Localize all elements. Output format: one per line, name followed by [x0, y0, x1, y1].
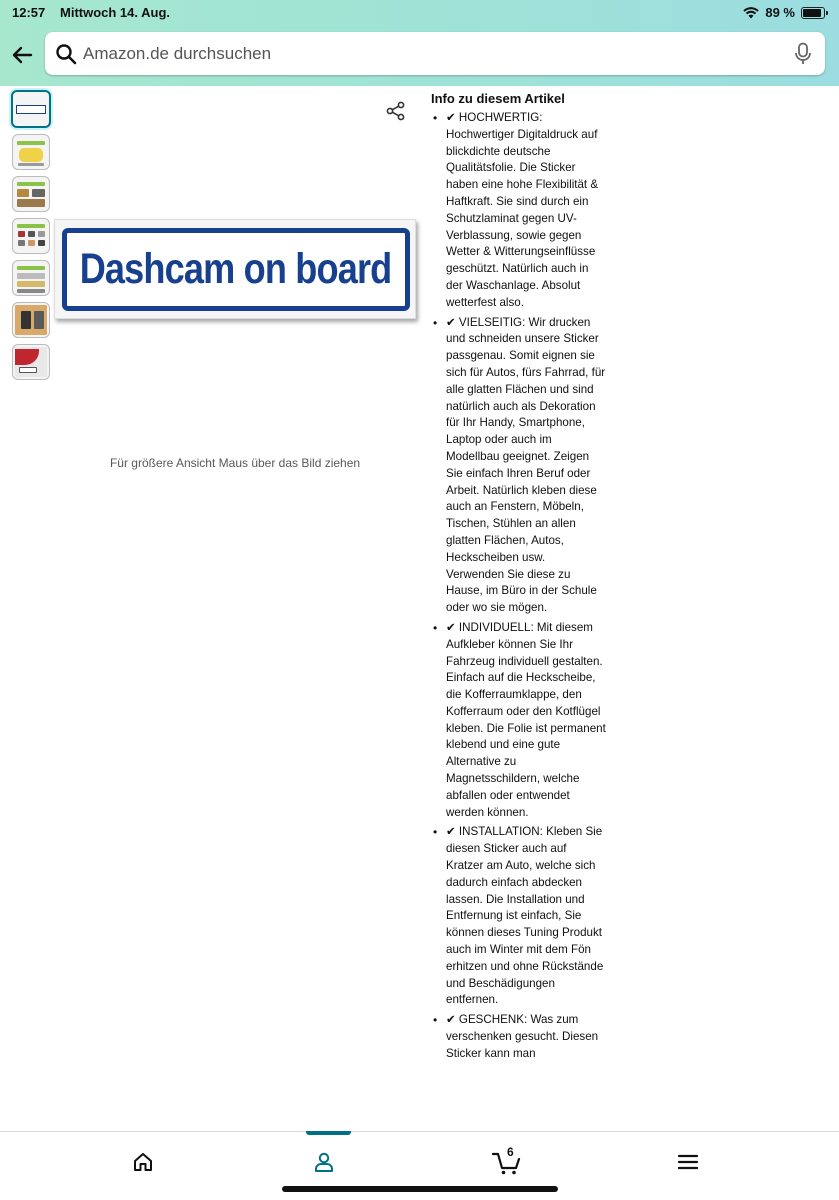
header-bar: [0, 0, 839, 86]
product-image[interactable]: [54, 219, 416, 319]
thumbnail-1[interactable]: [11, 90, 51, 128]
search-icon: [55, 43, 77, 65]
feature-bullet: • ✔ VIELSEITIG: Wir drucken und schneiden unsere Sticker passgenau. Somit eignen sie sich für Autos, fürs Fahrrad, für alle glatten Flächen und sind natürlich auch als Dekoration für Ihr Handy, Smartphone, Laptop oder auch im Modellbau geeignet. Zeigen Sie einfach Ihren Beruf oder Arbeit. Natürlich kleben diese auch an Fenstern, Möbeln, Tischen, Stühlen an allen glatten Flächen, Autos, Heckscheiben usw. Verwenden Sie diese zu Hause, im Büro in der Schule oder wo sie mögen.: [431, 315, 606, 617]
home-indicator: [282, 1186, 558, 1192]
status-right: [743, 5, 825, 20]
feature-bullet: • ✔ GESCHENK: Was zum verschenken gesucht. Diesen Sticker kann man: [431, 1012, 606, 1062]
share-icon[interactable]: [385, 100, 407, 122]
cart-count: 6: [507, 1145, 514, 1159]
active-tab-indicator: [306, 1131, 351, 1135]
info-title: Info zu diesem Artikel: [431, 91, 565, 106]
thumbnail-plate: [16, 105, 46, 114]
feature-bullet: • ✔ INSTALLATION: Kleben Sie diesen Sticker auch auf Kratzer am Auto, welche sich dadurch einfach abdecken lassen. Die Installation und Entfernung ist einfach, Sie können dieses Tuning Produkt auch im Winter mit dem Fön erhitzen und ohne Rückstände und Beschädigungen entfernen.: [431, 824, 606, 1009]
battery-fill: [803, 9, 821, 17]
back-arrow-icon[interactable]: [8, 40, 38, 70]
microphone-icon[interactable]: [793, 42, 813, 66]
thumbnail-7[interactable]: [12, 344, 50, 380]
menu-icon: [677, 1153, 699, 1171]
wifi-icon: [743, 7, 759, 19]
thumbnail-strip: [12, 90, 52, 386]
product-image-text: Dashcam on board: [80, 245, 392, 293]
product-info: [431, 91, 606, 1066]
home-icon: [131, 1150, 155, 1174]
nav-home[interactable]: [113, 1142, 173, 1182]
thumbnail-3[interactable]: [12, 176, 50, 212]
feature-bullet: • ✔ INDIVIDUELL: Mit diesem Aufkleber können Sie Ihr Fahrzeug individuell gestalten. Einfach auf die Heckscheibe, die Kofferraumklappe, den Kofferraum oder den Kotflügel kleben. Die Folie ist permanent klebend und eine gute Alternative zu Magnetsschildern, welche abfallen oder entwendet werden können.: [431, 620, 606, 822]
nav-menu[interactable]: [658, 1142, 718, 1182]
product-plate: [62, 228, 410, 311]
thumbnail-2[interactable]: [12, 134, 50, 170]
feature-bullet: • ✔ HOCHWERTIG: Hochwertiger Digitaldruck auf blickdichte deutsche Qualitätsfolie. Die Sticker haben eine hohe Flexibilität & Haftkraft. Sie sind durch ein Schutzlaminat gegen UV- Verblassung, sowie gegen Wetter & Witterungseinflüsse geschützt. Natürlich auch in der Waschanlage. Absolut wetterfest also.: [431, 110, 606, 312]
status-date: Mittwoch 14. Aug.: [60, 5, 171, 20]
battery-percent: 89 %: [765, 5, 795, 20]
search-input[interactable]: [81, 32, 781, 75]
zoom-hint: Für größere Ansicht Maus über das Bild ziehen: [109, 456, 361, 470]
status-time: 12:57: [12, 5, 46, 20]
nav-account[interactable]: [294, 1142, 354, 1182]
thumbnail-6[interactable]: [12, 302, 50, 338]
nav-cart[interactable]: [477, 1142, 537, 1182]
thumbnail-5[interactable]: [12, 260, 50, 296]
status-bar: [0, 0, 839, 24]
feature-list: [431, 110, 606, 1063]
battery-icon: [801, 7, 825, 19]
account-icon: [312, 1150, 336, 1174]
search-box[interactable]: [45, 32, 825, 75]
thumbnail-4[interactable]: [12, 218, 50, 254]
